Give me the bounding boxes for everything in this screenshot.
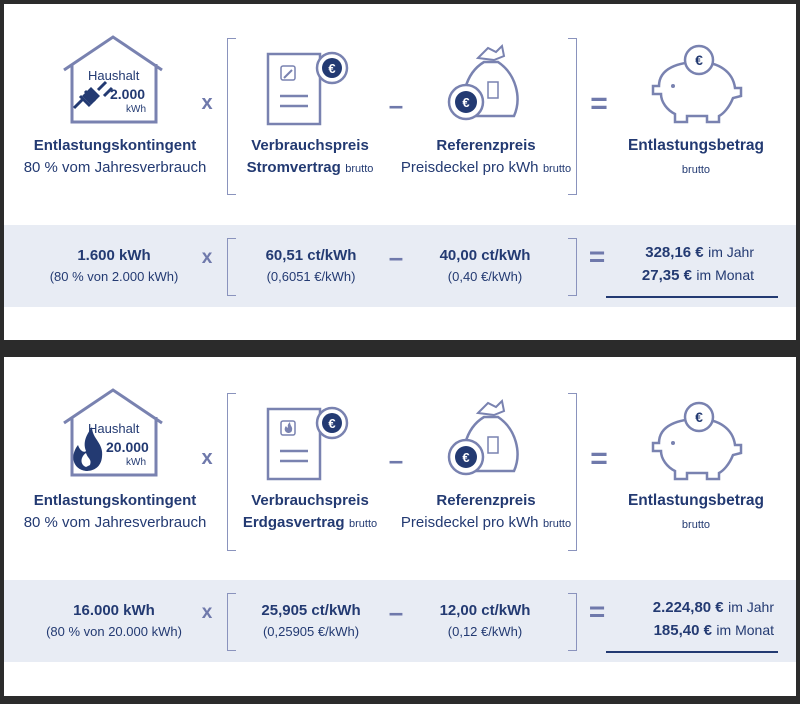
referenz-title: Referenzpreis xyxy=(436,137,536,154)
house-amount: 20.000 xyxy=(106,439,149,455)
verbrauch-contract: Erdgasvertrag xyxy=(242,514,345,531)
equals-operator: = xyxy=(590,87,608,120)
referenz-subtitle-line xyxy=(388,512,584,535)
svg-text:€: € xyxy=(695,52,703,68)
calc-price xyxy=(236,600,386,641)
euro-coin-icon xyxy=(317,408,347,438)
calc-ref-sub: (0,12 €/kWh) xyxy=(447,624,523,639)
electricity-panel xyxy=(4,4,796,340)
money-bag-icon xyxy=(444,42,524,124)
result-year-label: im Jahr xyxy=(728,599,774,615)
euro-coin-icon xyxy=(317,53,347,83)
svg-text:€: € xyxy=(462,450,470,465)
calc-ref xyxy=(410,600,560,641)
calc-times-operator: x xyxy=(201,247,213,268)
kontingent-subtitle: 80 % vom Jahresverbrauch xyxy=(23,159,207,176)
calc-amount-sub: (80 % von 20.000 kWh) xyxy=(46,624,182,639)
house-unit: kWh xyxy=(126,104,146,115)
calc-result xyxy=(604,596,774,642)
referenz-note: brutto xyxy=(542,518,572,530)
calc-result xyxy=(604,241,754,287)
verbrauch-contract-line xyxy=(232,512,388,535)
bill-plug-icon xyxy=(281,66,295,80)
betrag-title: Entlastungsbetrag xyxy=(627,137,765,154)
verbrauch-contract: Stromvertrag xyxy=(246,159,341,176)
house-icon xyxy=(60,34,166,126)
calc-minus-operator: – xyxy=(388,597,404,627)
calc-bracket-left xyxy=(227,593,236,651)
result-month xyxy=(604,619,774,642)
plug-icon xyxy=(74,82,112,108)
result-year xyxy=(604,241,754,264)
result-month-label: im Monat xyxy=(716,622,774,638)
calc-ref-sub: (0,40 €/kWh) xyxy=(447,269,523,284)
equals-operator: = xyxy=(590,442,608,475)
betrag-note: brutto xyxy=(681,164,711,176)
house-unit: kWh xyxy=(126,457,146,468)
calc-amount xyxy=(14,245,214,286)
calc-equals-operator: = xyxy=(588,241,606,272)
piggy-bank-icon xyxy=(649,44,745,124)
calc-price-sub: (0,6051 €/kWh) xyxy=(266,269,356,284)
calc-amount-value: 1.600 kWh xyxy=(77,247,151,264)
calc-bracket-left xyxy=(227,238,236,296)
bracket-right xyxy=(568,38,577,195)
calc-amount-sub: (80 % von 2.000 kWh) xyxy=(49,269,179,284)
svg-text:€: € xyxy=(328,416,336,431)
referenz-subtitle-line xyxy=(388,157,584,180)
calc-ref-value: 12,00 ct/kWh xyxy=(439,602,531,619)
bracket-right xyxy=(568,393,577,551)
money-bag-icon xyxy=(444,397,524,479)
calc-amount xyxy=(14,600,214,641)
svg-text:€: € xyxy=(328,61,336,76)
calc-minus-operator: – xyxy=(388,242,404,272)
calc-price-sub: (0,25905 €/kWh) xyxy=(262,624,360,639)
calc-price-value: 25,905 ct/kWh xyxy=(261,602,361,619)
result-month-value: 185,40 € xyxy=(653,622,712,639)
betrag-title: Entlastungsbetrag xyxy=(627,492,765,509)
svg-text:€: € xyxy=(462,95,470,110)
result-year xyxy=(604,596,774,619)
calculation-band xyxy=(4,580,796,662)
verbrauch-contract-line xyxy=(232,157,388,180)
house-icon xyxy=(60,387,166,479)
calc-equals-operator: = xyxy=(588,596,606,627)
result-underline xyxy=(606,651,778,653)
piggy-bank-icon xyxy=(649,401,745,481)
verbrauch-title: Verbrauchspreis xyxy=(251,492,369,509)
calc-bracket-right xyxy=(568,238,577,296)
kontingent-title: Entlastungskontingent xyxy=(33,137,197,154)
bill-flame-icon xyxy=(281,421,295,435)
kontingent-title: Entlastungskontingent xyxy=(33,492,197,509)
calc-times-operator: x xyxy=(201,602,213,623)
result-month-label: im Monat xyxy=(696,267,754,283)
referenz-subtitle: Preisdeckel pro kWh xyxy=(400,514,539,531)
verbrauch-note: brutto xyxy=(349,518,378,530)
calc-ref-value: 40,00 ct/kWh xyxy=(439,247,531,264)
result-month xyxy=(604,264,754,287)
referenz-note: brutto xyxy=(542,163,572,175)
verbrauch-title: Verbrauchspreis xyxy=(251,137,369,154)
result-year-value: 2.224,80 € xyxy=(652,599,724,616)
bill-icon xyxy=(266,401,352,481)
bill-icon xyxy=(266,46,352,126)
result-year-label: im Jahr xyxy=(708,244,754,260)
verbrauch-note: brutto xyxy=(345,163,374,175)
result-underline xyxy=(606,296,778,298)
calc-ref xyxy=(410,245,560,286)
referenz-subtitle: Preisdeckel pro kWh xyxy=(400,159,539,176)
svg-text:€: € xyxy=(695,409,703,425)
calc-price xyxy=(236,245,386,286)
house-label: Haushalt xyxy=(88,68,140,83)
calc-amount-value: 16.000 kWh xyxy=(73,602,155,619)
result-year-value: 328,16 € xyxy=(645,244,704,261)
referenz-title: Referenzpreis xyxy=(436,492,536,509)
calculation-band xyxy=(4,225,796,307)
minus-operator: – xyxy=(388,90,404,120)
times-operator: x xyxy=(201,92,213,114)
house-amount: 2.000 xyxy=(110,86,146,102)
kontingent-subtitle: 80 % vom Jahresverbrauch xyxy=(23,514,207,531)
result-month-value: 27,35 € xyxy=(641,267,692,284)
minus-operator: – xyxy=(388,445,404,475)
gas-panel xyxy=(4,357,796,696)
betrag-note: brutto xyxy=(681,519,711,531)
calc-price-value: 60,51 ct/kWh xyxy=(265,247,357,264)
house-label: Haushalt xyxy=(88,421,140,436)
calc-bracket-right xyxy=(568,593,577,651)
times-operator: x xyxy=(201,447,213,469)
